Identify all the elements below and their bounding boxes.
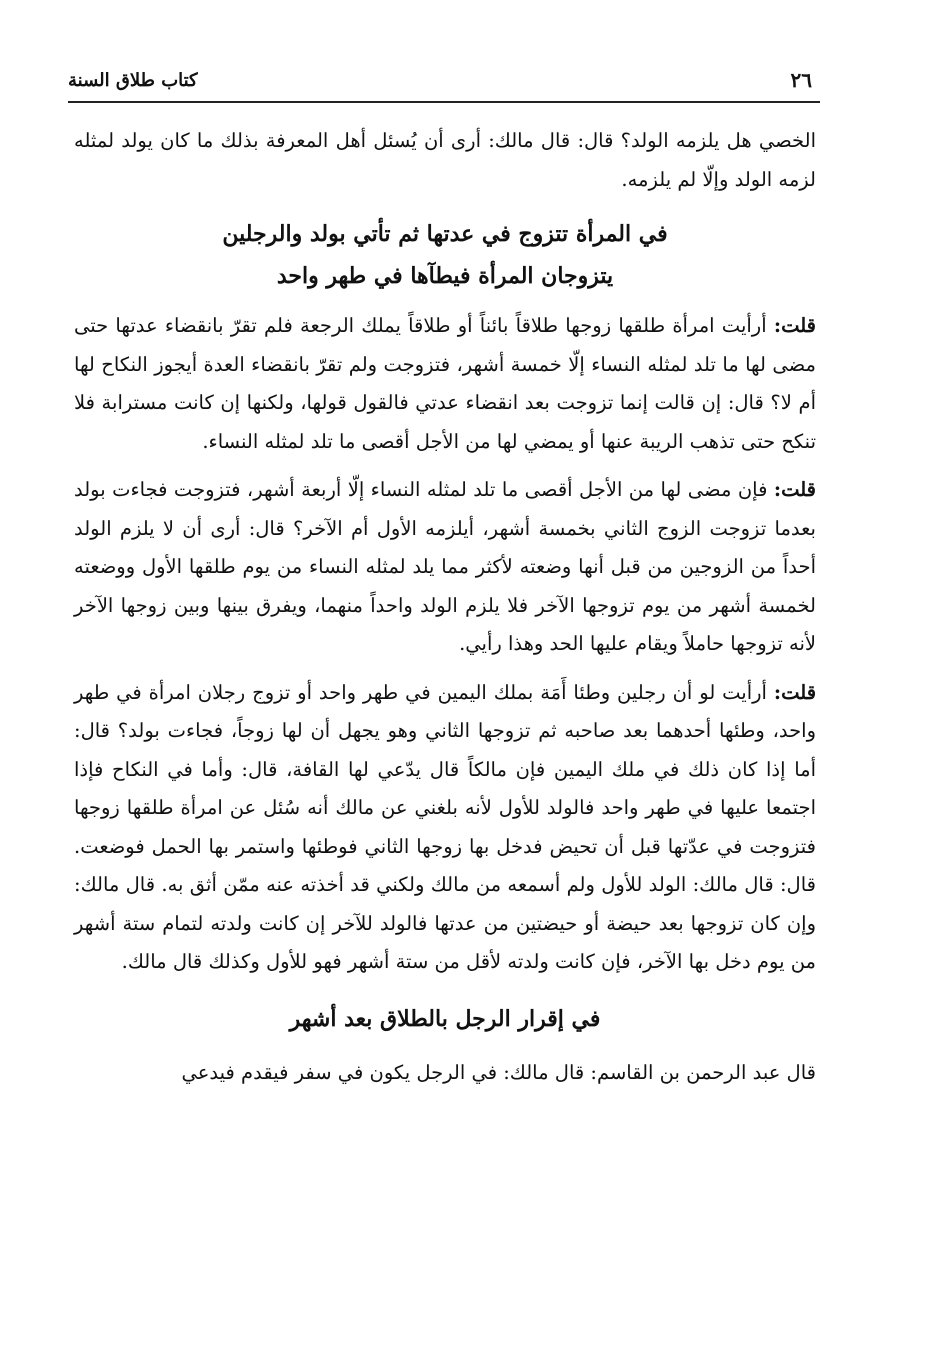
page-number: ٢٦: [790, 68, 812, 92]
paragraph-2-text: فإن مضى لها من الأجل أقصى ما تلد لمثله النساء إلّا أربعة أشهر، فتزوجت فجاءت بولد بعدما تزوجت الزوج الثاني بخمسة أشهر، أيلزمه الأول أم الآخر؟ قال: أرى أن لا يلزم الولد أحداً من الزوجين من قبل أنها وضعته لأكثر مما يلد لمثله النساء من يوم طلقها الأول ووضعته لخمسة أشهر من يوم تزوجها الآخر فلا يلزم الولد واحداً منهما، ويفرق بينها وبين زوجها الآخر لأنه تزوجها حاملاً ويقام عليها الحد وهذا رأيي.: [74, 478, 816, 655]
paragraph-2: [74, 471, 816, 664]
paragraph-3-lead: قلت:: [773, 680, 817, 704]
paragraph-1-text: أرأيت امرأة طلقها زوجها طلاقاً بائناً أو طلاقاً يملك الرجعة فلم تقرّ بانقضاء عدتها حتى مضى لها ما تلد لمثله النساء إلّا خمسة أشهر، فتزوجت ولم تقرّ بانقضاء العدة أيجوز النكاح لها أم لا؟ قال: إن قالت إنما تزوجت بعد انقضاء عدتي فالقول قولها، ولكنها إن كانت مسترابة فلا تنكح حتى تذهب الريبة عنها أو يمضي لها من الأجل أقصى ما تلد لمثله النساء.: [74, 314, 816, 453]
paragraph-1: [74, 307, 816, 461]
section-heading-2-line: في إقرار الرجل بالطلاق بعد أشهر: [289, 1005, 601, 1032]
running-header: [68, 62, 820, 102]
paragraph-1-lead: قلت:: [773, 314, 816, 337]
section-heading-2: [74, 982, 816, 1054]
paragraph-3-text: أرأيت لو أن رجلين وطئا أَمَة بملك اليمين في طهر واحد أو تزوج رجلان امرأة في طهر واحد، وطئها أحدهما بعد صاحبه ثم تزوجها الثاني وهو يجهل أن لها زوجاً، فجاءت بولد؟ قال: أما إذا كان ذلك في ملك اليمين فإن مالكاً قال يدّعي لها القافة، قال: وأما في النكاح فإذا اجتمعا عليها في طهر واحد فالولد للأول لأنه بلغني عن مالك أنه سُئل عن امرأة طلقها زوجها فتزوجت في عدّتها قبل أن تحيض فدخل بها زوجها الثاني فوطئها واستمر بها الحمل فوضعت. قال: قال مالك: الولد للأول ولم أسمعه من مالك ولكني قد أخذته عنه ممّن أثق به. قال مالك: وإن كان تزوجها بعد حيضة أو حيضتين من عدتها فالولد للآخر إن كانت ولدته لتمام ستة أشهر من يوم دخل بها الآخر، فإن كانت ولدته لأقل من ستة أشهر فهو للأول وكذلك قال مالك.: [74, 680, 816, 973]
section-heading-1-line1: في المرأة تتزوج في عدتها ثم تأتي بولد والرجلين: [222, 221, 668, 247]
header-rule: [68, 101, 820, 103]
page-body: [74, 122, 816, 1092]
paragraph-2-lead: قلت:: [773, 478, 816, 501]
section-heading-1: [74, 199, 816, 307]
paragraph-4: قال عبد الرحمن بن القاسم: قال مالك: في الرجل يكون في سفر فيقدم فيدعي: [181, 1060, 816, 1084]
paragraph-3: [74, 674, 816, 982]
book-title: كتاب طلاق السنة: [68, 70, 198, 91]
intro-paragraph: الخصي هل يلزمه الولد؟ قال: قال مالك: أرى أن يُسئل أهل المعرفة بذلك ما كان يولد لمثله لزمه الولد وإلّا لم يلزمه.: [74, 129, 816, 191]
section-heading-1-line2: يتزوجان المرأة فيطآها في طهر واحد: [276, 263, 614, 289]
